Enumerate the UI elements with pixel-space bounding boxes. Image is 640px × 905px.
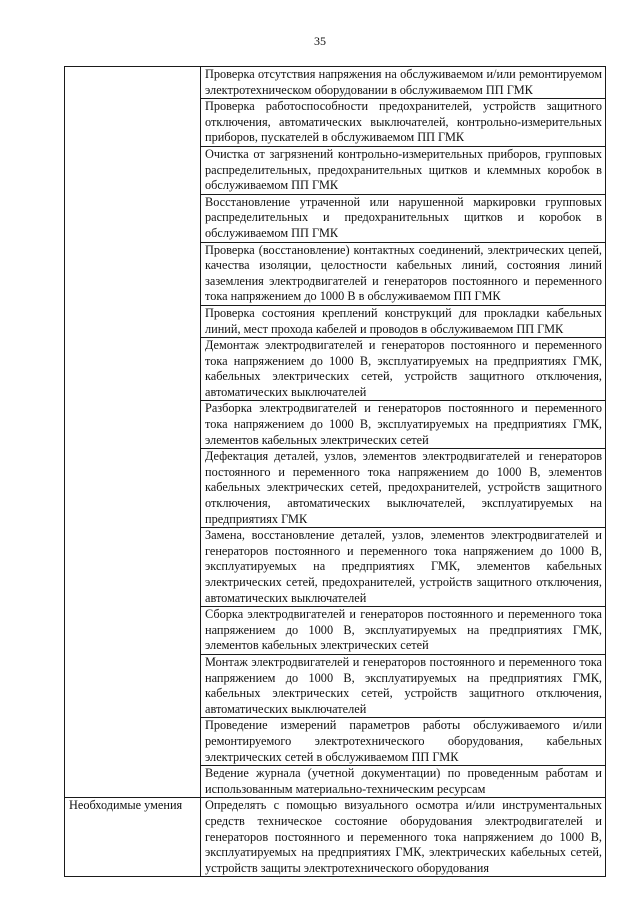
labor-functions-table [64, 66, 606, 877]
action-cell: Демонтаж электродвигателей и генераторов постоянного и переменного тока напряжением до 1000 В, эксплуатируемых на предприятиях ГМК, кабельных электрических сетей, устройств защитного отключения, автоматических выключателей [201, 338, 606, 401]
skills-text: Определять с помощью визуального осмотра и/или инструментальных средств техническое состояние оборудования электродвигателей и генераторов постоянного и переменного тока напряжением до 1000 В, эксплуатируемых на предприятиях ГМК, электрических кабельных сетей, устройств защиты электротехнического оборудования [201, 798, 606, 877]
table-row [65, 67, 606, 99]
label-cell-empty [65, 67, 201, 798]
action-cell: Ведение журнала (учетной документации) по проведенным работам и использованным материально-техническим ресурсам [201, 766, 606, 798]
skills-label: Необходимые умения [65, 798, 201, 877]
action-cell: Проверка (восстановление) контактных соединений, электрических цепей, качества изоляции, целостности кабельных линий, состояния линий заземления электродвигателей и генераторов постоянного и переменного тока напряжением до 1000 В в обслуживаемом ПП ГМК [201, 242, 606, 305]
action-cell: Проверка работоспособности предохранителей, устройств защитного отключения, автоматических выключателей, контрольно-измерительных приборов, пускателей в обслуживаемом ПП ГМК [201, 99, 606, 147]
action-cell: Проведение измерений параметров работы обслуживаемого и/или ремонтируемого электротехнического оборудования, кабельных электрических сетей в обслуживаемом ПП ГМК [201, 718, 606, 766]
page-number: 35 [314, 34, 326, 48]
skills-row [65, 798, 606, 877]
action-cell: Дефектация деталей, узлов, элементов электродвигателей и генераторов постоянного и переменного тока напряжением до 1000 В, элементов кабельных электрических сетей, предохранителей, устройств защитного отключения, автоматических выключателей, эксплуатируемых на предприятиях ГМК [201, 449, 606, 528]
action-cell: Очистка от загрязнений контрольно-измерительных приборов, групповых распределительных, предохранительных щитков и клеммных коробок в обслуживаемом ПП ГМК [201, 146, 606, 194]
action-cell: Замена, восстановление деталей, узлов, элементов электродвигателей и генераторов постоянного и переменного тока напряжением до 1000 В, эксплуатируемых на предприятиях ГМК, элементов кабельных электрических сетей, предохранителей, устройств защитного отключения, автоматических выключателей [201, 528, 606, 607]
action-cell: Сборка электродвигателей и генераторов постоянного и переменного тока напряжением до 1000 В, эксплуатируемых на предприятиях ГМК, элементов кабельных электрических сетей [201, 607, 606, 655]
action-cell: Проверка состояния креплений конструкций для прокладки кабельных линий, мест прохода кабелей и проводов в обслуживаемом ПП ГМК [201, 305, 606, 337]
action-cell: Монтаж электродвигателей и генераторов постоянного и переменного тока напряжением до 1000 В, эксплуатируемых на предприятиях ГМК, кабельных электрических сетей, устройств защитного отключения, автоматических выключателей [201, 654, 606, 717]
action-cell: Проверка отсутствия напряжения на обслуживаемом и/или ремонтируемом электротехническом оборудовании в обслуживаемом ПП ГМК [201, 67, 606, 99]
action-cell: Разборка электродвигателей и генераторов постоянного и переменного тока напряжением до 1000 В, эксплуатируемых на предприятиях ГМК, элементов кабельных электрических сетей [201, 401, 606, 449]
action-cell: Восстановление утраченной или нарушенной маркировки групповых распределительных и предохранительных щитков и коробок в обслуживаемом ПП ГМК [201, 194, 606, 242]
